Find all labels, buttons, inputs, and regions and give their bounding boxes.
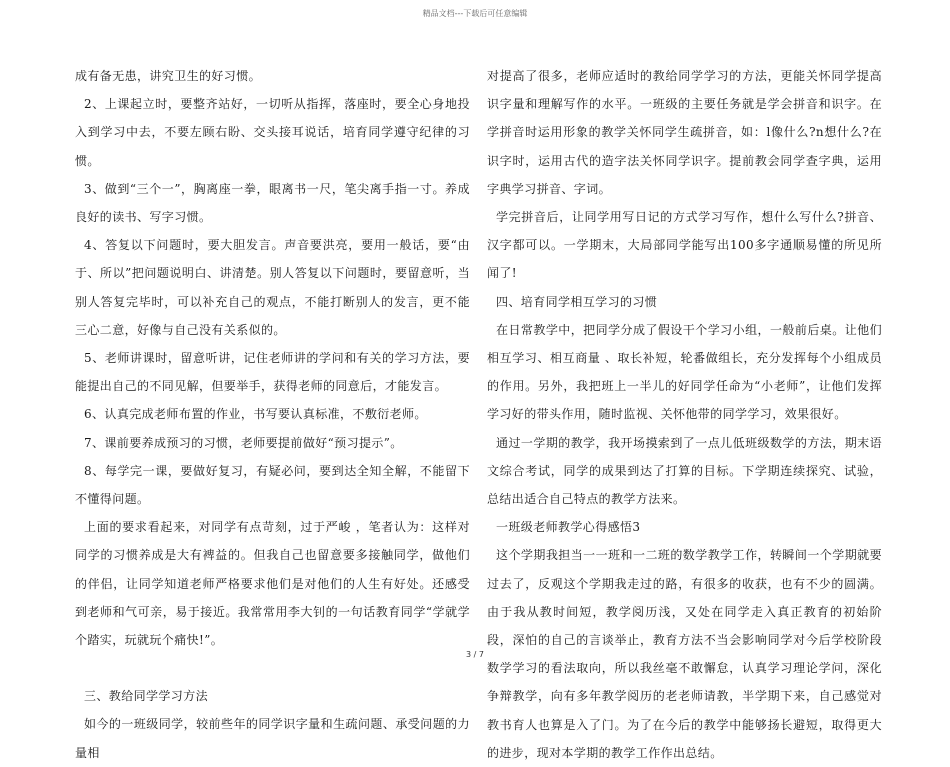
paragraph: 成有备无患，讲究卫生的好习惯。 [75,69,262,83]
page-header: 精品文档---下载后可任意编辑 [422,9,528,18]
paragraph: 对提高了很多，老师应适时的教给同学学习的方法，更能关怀同学提高识字量和理解写作的水平。一班级的主要任务就是学会拼音和识字。在学拼音时运用形象的教学关怀同学生疏拼音，如：l像什么?n想什么?在识字时，运用古代的造字法关怀同学识字。提前教会同学查字典，运用字典学习拼音、字词。 [487,69,882,196]
paragraph: 8、每学完一课，要做好复习，有疑必问，要到达全知全解，不能留下不懂得问题。 [75,463,470,507]
paragraph: 6、认真完成老师布置的作业，书写要认真标准，不敷衍老师。 [84,407,427,422]
paragraph: 2、上课起立时，要整齐站好，一切听从指挥，落座时，要全心身地投入到学习中去，不要左顾右盼、交头接耳说话，培育同学遵守纪律的习惯。 [75,97,470,168]
paragraph: 4、答复以下问题时，要大胆发言。声音要洪亮，要用一般话，要“由于、所以”把问题说明白、讲清楚。别人答复以下问题时，要留意听，当别人答复完毕时，可以补充自己的观点，不能打断别人的发言，更不能三心二意，好像与自己没有关系似的。 [75,238,470,337]
section-heading: 四、培育同学相互学习的习惯 [496,294,658,309]
paragraph: 学完拼音后，让同学用写日记的方式学习写作，想什么写什么?拼音、汉字都可以。一学期末，大局部同学能写出100多字通顺易懂的所见所闻了! [487,210,882,281]
paragraph: 5、老师讲课时，留意听讲，记住老师讲的学问和有关的学习方法，要能提出自己的不同见解，但要举手，获得老师的同意后，才能发言。 [75,351,470,394]
paragraph: 上面的要求看起来，对同学有点苛刻，过于严峻 ，笔者认为：这样对同学的习惯养成是大有裨益的。但我自己也留意要多接触同学，做他们的伴侣，让同学知道老师严格要求他们是对他们的人生有好处。还感受到老师和气可亲，易于接近。我常常用李大钊的一句话教育同学“学就学个踏实，玩就玩个痛快!”。 [75,520,470,648]
paragraph: 3、做到“三个一”，胸离座一拳，眼离书一尺，笔尖离手指一寸。养成良好的读书、写字习惯。 [75,181,470,225]
section-heading: 三、教给同学学习方法 [84,689,209,704]
paragraph: 这个学期我担当一一班和一二班的数学教学工作，转瞬间一个学期就要过去了，反观这个学期我走过的路，有很多的收获，也有不少的圆满。由于我从教时间短，教学阅历浅，又处在同学走入真正教育的初始阶段，深怕的自己的言谈举止，教育方法不当会影响同学对今后学校阶段数学学习的看法取向，所以我丝毫不敢懈怠，认真学习理论学问，深化争辩教学，向有多年教学阅历的老老师请教，半学期下来，自己感觉对教书育人也算是入了门。为了在今后的教学中能够扬长避短，取得更大的进步，现对本学期的教学工作作出总结。 [487,548,882,760]
paragraph: 在日常教学中，把同学分成了假设干个学习小组，一般前后桌。让他们相互学习、相互商量 、取长补短，轮番做组长，充分发挥每个小组成员的作用。另外，我把班上一半儿的好同学任命为“小老师”，让他们发挥学习好的带头作用，随时监视、关怀他带的同学学习，效果很好。 [487,322,882,422]
section-heading: 一班级老师教学心得感悟3 [496,520,641,535]
paragraph: 7、课前要养成预习的习惯，老师要提前做好“预习提示”。 [84,435,403,450]
left-column [75,62,470,767]
right-column [487,62,882,767]
paragraph: 如今的一班级同学，较前些年的同学识字量和生疏问题、承受问题的力量相 [75,717,470,760]
paragraph: 通过一学期的教学，我开场摸索到了一点儿低班级数学的方法，期末语文综合考试，同学的成果到达了打算的目标。下学期连续探究、试验，总结出适合自己特点的教学方法来。 [487,435,882,507]
page-number: 3 / 7 [466,650,484,659]
